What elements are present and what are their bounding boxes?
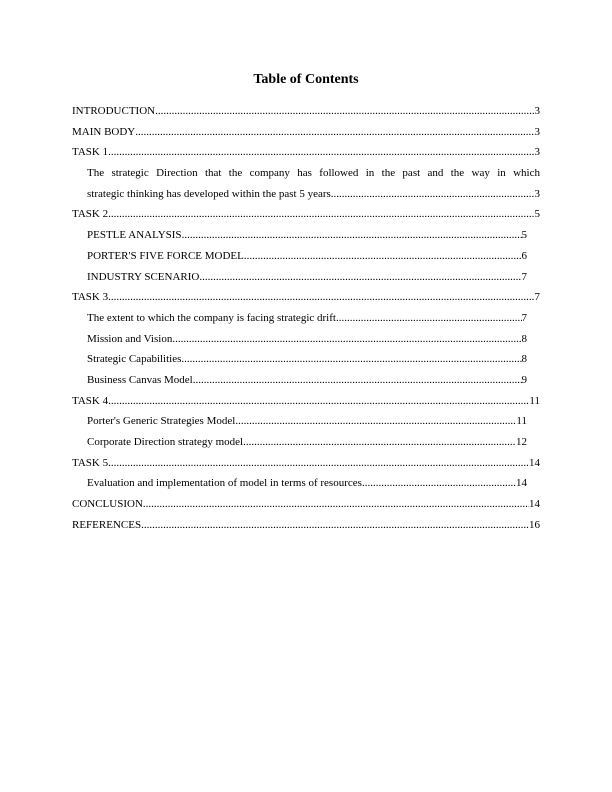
toc-entry-page: 3 <box>534 125 540 138</box>
toc-entry-corporate-direction[interactable] <box>87 432 527 453</box>
table-of-contents <box>72 101 540 535</box>
toc-entry-label: Evaluation and implementation of model in terms of resources <box>87 477 362 490</box>
toc-entry-page: 5 <box>534 208 540 221</box>
dot-leader <box>108 287 534 308</box>
toc-entry-page: 7 <box>521 270 527 283</box>
toc-entry-porters-generic[interactable] <box>87 411 527 432</box>
toc-entry-page: 3 <box>534 187 540 200</box>
toc-entry-page: 16 <box>529 518 540 531</box>
toc-entry-industry-scenario[interactable] <box>87 267 527 288</box>
toc-entry-page: 14 <box>516 477 527 490</box>
toc-entry-page: 8 <box>521 353 527 366</box>
toc-entry-label-line1: The strategic Direction that the company has followed in the past and the way in which <box>87 167 540 180</box>
toc-entry-label: TASK 4 <box>72 394 109 407</box>
dot-leader <box>193 370 522 391</box>
dot-leader <box>199 267 521 288</box>
toc-entry-main-body[interactable] <box>72 122 540 143</box>
toc-entry-evaluation[interactable] <box>87 473 527 494</box>
toc-entry-page: 14 <box>529 498 540 511</box>
toc-entry-task-5[interactable] <box>72 453 540 474</box>
dot-leader <box>362 473 516 494</box>
toc-entry-page: 3 <box>534 105 540 117</box>
toc-entry-task-1[interactable] <box>72 142 540 163</box>
toc-entry-label: REFERENCES <box>72 518 142 531</box>
toc-entry-label: MAIN BODY <box>72 125 136 138</box>
toc-entry-references[interactable] <box>72 515 540 536</box>
toc-entry-label: Mission and Vision <box>87 332 173 345</box>
toc-entry-task-4[interactable] <box>72 391 540 412</box>
toc-entry-porters-five-force[interactable] <box>87 246 527 267</box>
toc-entry-label: CONCLUSION <box>72 498 143 511</box>
toc-entry-label-line2: strategic thinking has developed within the past 5 years <box>87 187 331 200</box>
toc-entry-label: Porter's Generic Strategies Model <box>87 415 236 428</box>
toc-entry-label: INTRODUCTION <box>72 105 156 117</box>
toc-entry-strategic-direction[interactable] <box>87 163 540 204</box>
toc-entry-mission-vision[interactable] <box>87 329 527 350</box>
toc-entry-page: 14 <box>529 456 540 469</box>
dot-leader <box>336 308 522 329</box>
toc-entry-task-3[interactable] <box>72 287 540 308</box>
toc-entry-page: 9 <box>521 373 527 386</box>
toc-entry-label: TASK 5 <box>72 456 109 469</box>
toc-entry-page: 6 <box>521 249 527 262</box>
toc-entry-label: The extent to which the company is facing strategic drift <box>87 311 336 324</box>
toc-entry-label: Corporate Direction strategy model <box>87 436 244 449</box>
dot-leader <box>172 329 521 350</box>
toc-entry-page: 7 <box>521 311 527 324</box>
toc-entry-page: 3 <box>534 146 540 159</box>
toc-entry-business-canvas[interactable] <box>87 370 527 391</box>
dot-leader <box>331 184 535 205</box>
dot-leader <box>143 494 529 515</box>
page-title: Table of Contents <box>253 72 359 87</box>
toc-entry-label: PORTER'S FIVE FORCE MODEL <box>87 249 244 262</box>
toc-entry-page: 7 <box>534 291 540 304</box>
dot-leader <box>108 204 534 225</box>
toc-entry-label: INDUSTRY SCENARIO <box>87 270 200 283</box>
toc-entry-pestle-analysis[interactable] <box>87 225 527 246</box>
toc-entry-label: TASK 2 <box>72 208 109 221</box>
toc-entry-page: 8 <box>521 332 527 345</box>
toc-entry-label: Strategic Capabilities <box>87 353 182 366</box>
toc-entry-label: PESTLE ANALYSIS <box>87 229 182 242</box>
toc-entry-page: 11 <box>516 415 527 428</box>
toc-entry-page: 11 <box>529 394 540 407</box>
dot-leader <box>235 411 516 432</box>
dot-leader <box>108 391 529 412</box>
dot-leader <box>108 453 529 474</box>
toc-entry-page: 12 <box>516 436 527 449</box>
dot-leader <box>135 122 534 143</box>
toc-entry-introduction[interactable] <box>72 101 540 122</box>
dot-leader <box>244 246 522 267</box>
toc-entry-page: 5 <box>521 229 527 242</box>
toc-entry-label: TASK 3 <box>72 291 109 304</box>
dot-leader <box>182 225 522 246</box>
dot-leader <box>155 101 534 122</box>
dot-leader <box>108 142 534 163</box>
dot-leader <box>141 515 529 536</box>
toc-entry-strategic-capabilities[interactable] <box>87 349 527 370</box>
dot-leader <box>243 432 516 453</box>
dot-leader <box>181 349 521 370</box>
toc-entry-conclusion[interactable] <box>72 494 540 515</box>
toc-entry-task-2[interactable] <box>72 204 540 225</box>
toc-entry-label: TASK 1 <box>72 146 109 159</box>
toc-entry-label: Business Canvas Model <box>87 373 193 386</box>
toc-entry-strategic-drift[interactable] <box>87 308 527 329</box>
